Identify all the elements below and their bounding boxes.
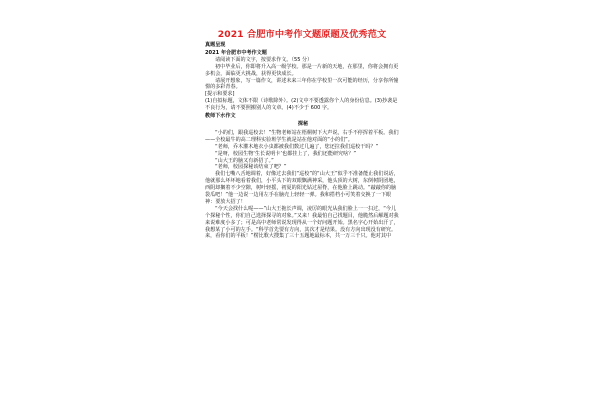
essay-paragraph: “是呀，校园生物‘生长说明卡’也都挂上了，我们还能研究啥？”: [215, 150, 356, 157]
exam-heading: 2021 年合肥市中考作文题: [205, 49, 267, 56]
prompt-paragraph-2: 请展开想象，写一篇作文，讲述未来三年你在学校里一次可能的经历，分享你所憧憬的多彩青春。: [205, 77, 399, 91]
essay-paragraph: “小的们，跟我巡校去！”生物老师站在梧桐树下大声说，右手不停挥着平板。我们——全校最牛的高二理科实验班学生就是站在他对面的“小的们”。: [205, 129, 399, 143]
essay-paragraph: “今天会找什么呢——”山大王拖长声调，凌厉的眼光从我们脸上一一扫过，“今儿个探秘个性，你们自己选择探寻的对象。”又来！我最怕自己找题目，他脆然后解题对我来说难度小多了；可是高中老师常说发现得从一个好问题开始。黑名字心开始出汗了，我想某了小可的左手。“科学首先要有方向，其次才是结果。没有方向出现没有研究。来，看你们的平板！”楞比歌大搜集了三十五题地最标本，共一万三千只。他对其中: [205, 205, 399, 240]
essay-title: 探秘: [297, 120, 309, 127]
essay-label: 教师下水作文: [205, 113, 236, 120]
document-body: [197, 42, 407, 240]
requirements-label: [提示和要求]: [205, 91, 235, 98]
prompt-paragraph-1: 初中毕业后，你即将升入高一级学校。那是一片新的天地，在那里，你将会拥有更多机会，面临更大挑战，获得更快成长。: [205, 63, 399, 77]
requirements-text: (1)自拟标题，文体不限（诗歌除外）。(2)文中不要透露你个人的身份信息。(3)抄袭是不良行为，请不要照搬别人的文章。(4)不少于 600 字。: [205, 98, 398, 112]
essay-paragraph: 我们七嘴八舌地调着，好像过去我们“巡校”的“山大王”似乎不准备能止我们说话，他就那么坏坏地看着我们，小平头下的双眼飘满神采，他头顶的大树，东倒树阴团地，西阴却搁着不少空隙，树叶轻摇，初夏的阳光钻过屋脊，在他脸上跳动。“敲敲你的脑袋瓜吧！”他一边说一边用左手在脑壳上轻轻一弹。我和搭档小可笑着交换了一下眼神：要放大招了！: [205, 171, 399, 205]
section-label: 真题呈现: [205, 42, 226, 48]
document-page: [197, 28, 407, 400]
essay-paragraph: “老师，校园探秘该结束了吧？”: [215, 164, 287, 171]
intro-line: 请阅读下面的文字，按要求作文。（55 分）: [215, 56, 313, 63]
essay-paragraph: “山大王的脑又有新招了。”: [215, 157, 274, 164]
essay-paragraph: “老师，乔木灌木地衣小虫都被我们数过几遍了，您还拉我们巡校干吗？”: [215, 143, 379, 150]
document-title: 2021 合肥市中考作文题原题及优秀范文: [217, 29, 387, 40]
